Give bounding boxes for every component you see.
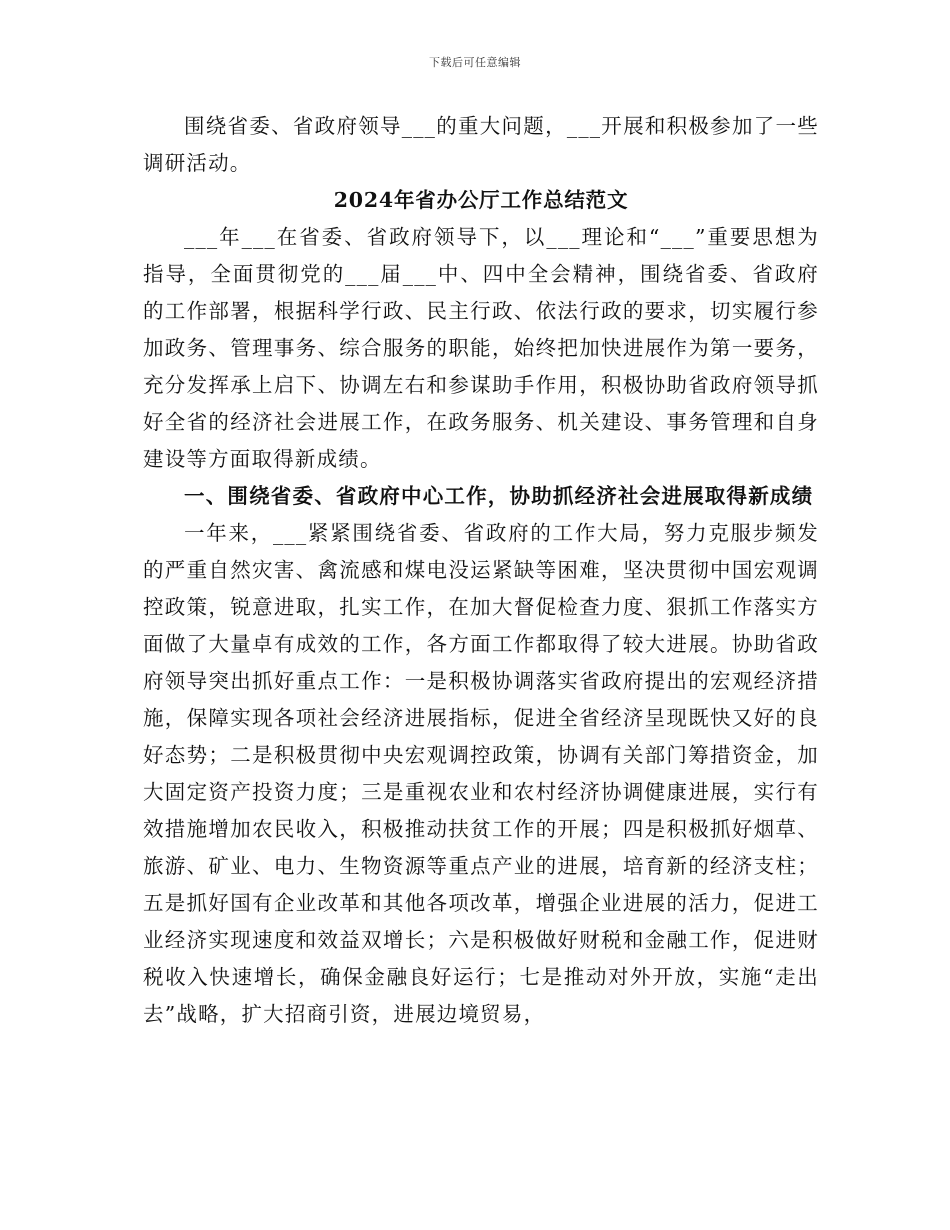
section-1-paragraph: 一年来，___紧紧围绕省委、省政府的工作大局，努力克服步频发的严重自然灾害、禽流感和煤电没运紧缺等困难，坚决贯彻中国宏观调控政策，锐意进取，扎实工作，在加大督促检查力度、狠抓工作落实方面做了大量卓有成效的工作，各方面工作都取得了较大进展。协助省政府领导突出抓好重点工作：一是积极协调落实省政府提出的宏观经济措施，保障实现各项社会经济进展指标，促进全省经济呈现既快又好的良好态势；二是积极贯彻中央宏观调控政策，协调有关部门筹措资金，加大固定资产投资力度；三是重视农业和农村经济协调健康进展，实行有效措施增加农民收入，积极推动扶贫工作的开展；四是积极抓好烟草、旅游、矿业、电力、生物资源等重点产业的进展，培育新的经济支柱；五是抓好国有企业改革和其他各项改革，增强企业进展的活力，促进工业经济实现速度和效益双增长；六是积极做好财税和金融工作，促进财税收入快速增长，确保金融良好运行；七是推动对外开放，实施“走出去”战略，扩大招商引资，进展边境贸易， — [143, 521, 819, 1026]
document-body — [143, 108, 819, 1033]
summary-paragraph: ___年___在省委、省政府领导下，以___理论和“___”重要思想为指导，全面贯彻党的___届___中、四中全会精神，围绕省委、省政府的工作部署，根据科学行政、民主行政、依法行政的要求，切实履行参加政务、管理事务、综合服务的职能，始终把加快进展作为第一要务，充分发挥承上启下、协调左右和参谋助手作用，积极协助省政府领导抓好全省的经济社会进展工作，在政务服务、机关建设、事务管理和自身建设等方面取得新成绩。 — [143, 225, 819, 471]
intro-paragraph: 围绕省委、省政府领导___的重大问题，___开展和积极参加了一些调研活动。 — [143, 114, 819, 175]
document-title: 2024年省办公厅工作总结范文 — [333, 188, 629, 212]
section-1-heading: 一、围绕省委、省政府中心工作，协助抓经济社会进展取得新成绩 — [184, 484, 814, 508]
page-header-note: 下载后可任意编辑 — [429, 56, 521, 69]
